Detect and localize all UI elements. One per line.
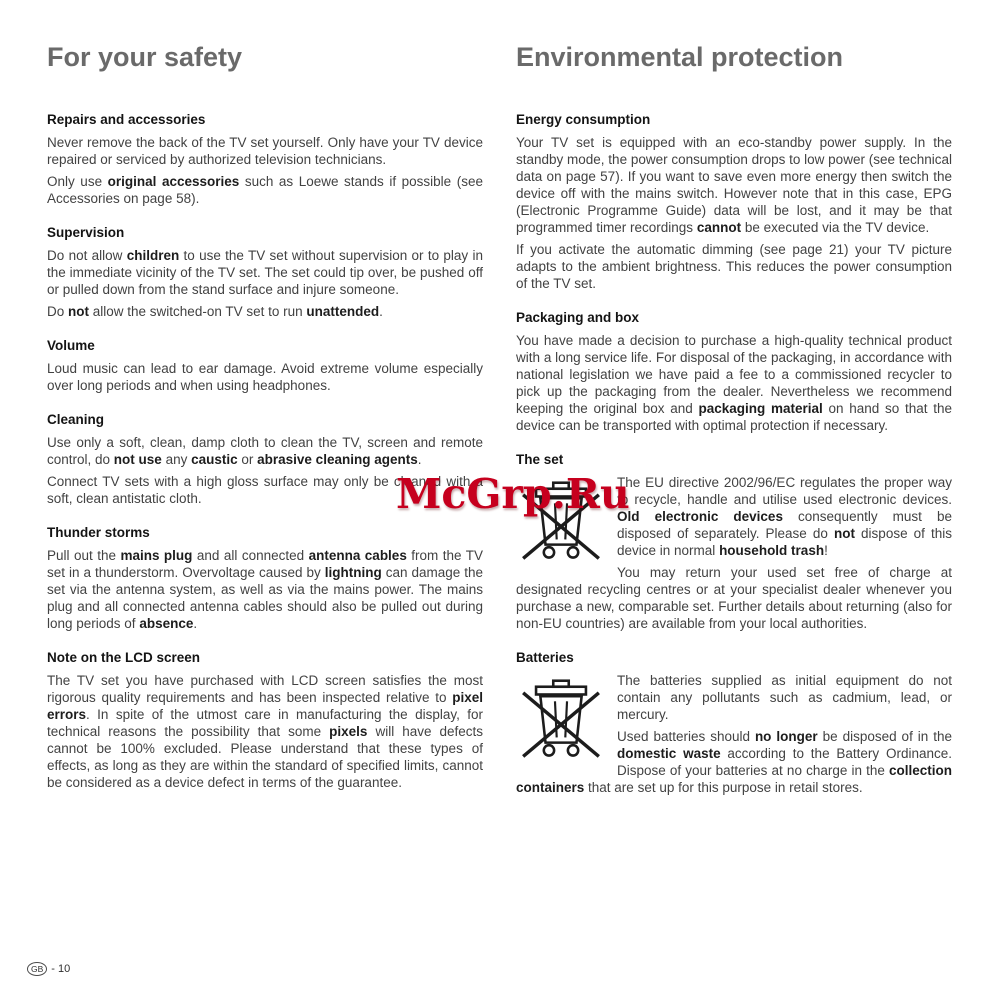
paragraph: Used batteries should no longer be disposed of in the domestic waste according to the Battery Ordinance. Dispose of your batteries at no charge in the collection containers that are set up for this purpose in retail stores. [516,729,952,795]
paragraph: Connect TV sets with a high gloss surface may only be cleaned with a soft, clean antistatic cloth. [47,474,483,506]
paragraph: Only use original accessories such as Loewe stands if possible (see Accessories on page 58). [47,174,483,206]
paragraph: The batteries supplied as initial equipment do not contain any pollutants such as cadmium, lead, or mercury. [617,673,952,722]
paragraph: Loud music can lead to ear damage. Avoid extreme volume especially over long periods and when using headphones. [47,361,483,393]
section-packaging-box [516,310,952,434]
site-watermark: McGrp.Ru [396,470,630,518]
page-title-environment: Environmental protection [516,42,844,72]
section-heading: Volume [47,338,95,353]
section-heading: Batteries [516,650,574,665]
page-number: - 10 [51,963,71,975]
paragraph: You may return your used set free of charge at designated recycling centres or at your specialist dealer whenever you purchase a new, comparable set. Further details about returning (also for non-EU countries) are available from your local authorities. [516,565,952,631]
section-thunder-storms [47,525,483,632]
paragraph: Do not allow the switched-on TV set to run unattended. [47,304,383,319]
section-supervision [47,225,483,320]
section-heading: Cleaning [47,412,105,427]
left-column [47,42,483,796]
section-heading: Repairs and accessories [47,112,206,127]
paragraph: You have made a decision to purchase a high-quality technical product with a long service life. For disposal of the packaging, in accordance with national legislation we have paid a fee to a commissioned recycler to pick up the packaging from the dealer. Nevertheless we recommend keeping the original box and packaging material on hand so that the device can be transported with optimal protection if necessary. [516,333,952,433]
right-column [516,42,952,801]
section-lcd-screen-note [47,650,483,791]
section-heading: The set [516,452,564,467]
battery-disposal-block [516,672,952,796]
section-repairs-accessories [47,112,483,207]
paragraph: Use only a soft, clean, damp cloth to clean the TV, screen and remote control, do not use any caustic or abrasive cleaning agents. [47,435,483,467]
section-heading: Energy consumption [516,112,651,127]
section-heading: Supervision [47,225,125,240]
language-region-badge: GB [27,962,47,976]
paragraph: Do not allow children to use the TV set without supervision or to play in the immediate vicinity of the TV set. The set could tip over, be pushed off or pulled down from the stand surface and injure someone. [47,248,483,297]
section-heading: Packaging and box [516,310,640,325]
paragraph: The EU directive 2002/96/EC regulates the proper way to recycle, handle and utilise used electronic devices. Old electronic devices consequently must be disposed of separately. Please do not dispose of this device in normal household trash! [617,475,952,558]
paragraph: If you activate the automatic dimming (see page 21) your TV picture adapts to the ambient brightness. This reduces the power consumption of the TV set. [516,242,952,291]
paragraph: Your TV set is equipped with an eco-standby power supply. In the standby mode, the power consumption drops to low power (see technical data on page 57). If you want to save even more energy then switch the device off with the mains switch. However note that in this case, EPG (Electronic Programme Guide) data will be lost, and it may be that programmed timer recordings cannot be executed via the TV device. [516,135,952,235]
section-volume [47,338,483,394]
paragraph: The TV set you have purchased with LCD screen satisfies the most rigorous quality requirements and has been inspected relative to pixel errors. In spite of the utmost care in manufacturing the display, for technical reasons the possibility that some pixels will have defects cannot be 100% excluded. Please understand that these types of effects, as long as they are within the standard of specified limits, cannot be considered as a device defect in terms of the guarantee. [47,673,483,790]
page-title-safety: For your safety [47,42,243,72]
paragraph: Never remove the back of the TV set yourself. Only have your TV device repaired or serviced by authorized television technicians. [47,135,483,167]
section-heading: Note on the LCD screen [47,650,201,665]
weee-bin-icon [518,674,604,770]
page-footer [27,962,70,976]
paragraph: Pull out the mains plug and all connected antenna cables from the TV set in a thunderstorm. Overvoltage caused by lightning can damage the set via the antenna system, as well as via the mains power. The mains plug and all connected antenna cables should also be pulled out during long periods of absence. [47,548,483,631]
section-batteries [516,650,952,796]
section-heading: Thunder storms [47,525,150,540]
section-energy-consumption [516,112,952,292]
